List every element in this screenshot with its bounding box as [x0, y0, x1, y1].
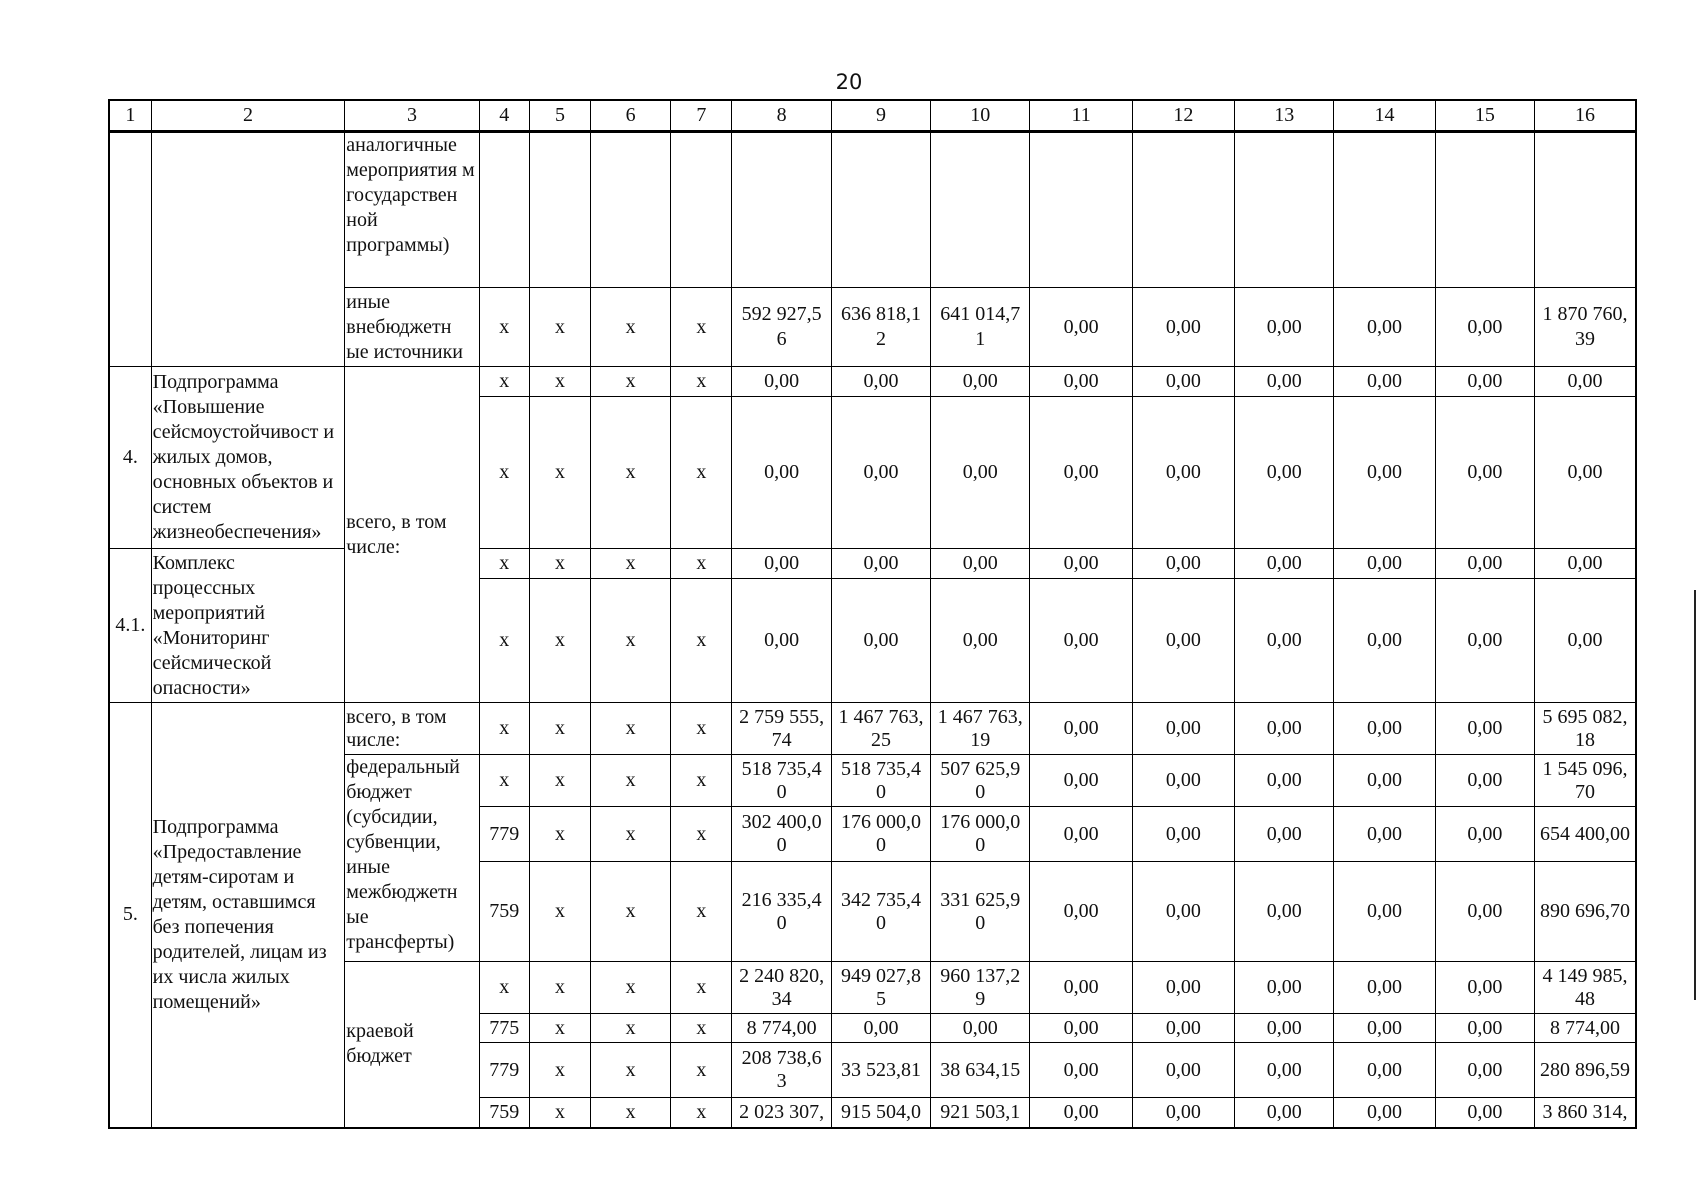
cell-kbk: 779: [479, 1043, 529, 1098]
cell-value: 0,00: [931, 1014, 1030, 1043]
cell-value: 0,00: [732, 579, 831, 703]
subprogram-name: Комплекс процессных мероприятий «Мониторинг сейсмической опасности»: [151, 549, 345, 703]
cell-value: 0,00: [831, 397, 930, 549]
cell-x: х: [671, 962, 732, 1014]
cell-value: 592 927,5 6: [732, 288, 831, 367]
cell-value: 0,00: [1132, 288, 1234, 367]
cell-value: 0,00: [1334, 755, 1435, 807]
col-header: 8: [732, 100, 831, 132]
cell-value: 0,00: [1235, 367, 1334, 397]
cell-value: 0,00: [1235, 807, 1334, 862]
cell-value: 8 774,00: [1535, 1014, 1636, 1043]
cell-value: 0,00: [1030, 288, 1132, 367]
cell-value: 0,00: [1030, 579, 1132, 703]
cell-empty: [151, 132, 345, 367]
cell-x: х: [591, 703, 671, 755]
cell-value: 518 735,4 0: [831, 755, 930, 807]
cell-empty: [591, 132, 671, 288]
cell-value: 0,00: [1030, 755, 1132, 807]
cell-x: х: [479, 703, 529, 755]
cell-x: х: [671, 549, 732, 579]
cell-x: х: [671, 703, 732, 755]
table-row: [109, 703, 1636, 755]
cell-value: 0,00: [1235, 703, 1334, 755]
col-header: 3: [345, 100, 479, 132]
cell-empty: [1535, 132, 1636, 288]
cell-value: 921 503,1: [931, 1098, 1030, 1128]
cell-x: х: [529, 1014, 590, 1043]
cell-value: 0,00: [1334, 549, 1435, 579]
cell-kbk: 775: [479, 1014, 529, 1043]
col-header: 9: [831, 100, 930, 132]
col-header: 6: [591, 100, 671, 132]
table-row: [109, 549, 1636, 579]
cell-x: х: [671, 1014, 732, 1043]
cell-value: 0,00: [1235, 549, 1334, 579]
col-header: 5: [529, 100, 590, 132]
cell-value: 0,00: [1132, 1098, 1234, 1128]
cell-value: 0,00: [1334, 579, 1435, 703]
cell-value: 280 896,59: [1535, 1043, 1636, 1098]
cell-value: 176 000,0 0: [931, 807, 1030, 862]
cell-value: 0,00: [1334, 703, 1435, 755]
cell-x: х: [529, 367, 590, 397]
table-row: [109, 132, 1636, 288]
cell-value: 0,00: [1235, 862, 1334, 962]
cell-empty: [1235, 132, 1334, 288]
cell-x: х: [591, 1014, 671, 1043]
cell-value: 0,00: [1030, 397, 1132, 549]
cell-value: 0,00: [1334, 367, 1435, 397]
cell-value: 0,00: [1535, 367, 1636, 397]
row-number: 5.: [109, 703, 151, 1128]
cell-x: х: [591, 862, 671, 962]
cell-value: 0,00: [931, 367, 1030, 397]
cell-x: х: [529, 549, 590, 579]
cell-value: 0,00: [831, 367, 930, 397]
cell-x: х: [529, 579, 590, 703]
cell-value: 0,00: [1435, 703, 1534, 755]
cell-x: х: [591, 579, 671, 703]
cell-x: х: [671, 862, 732, 962]
table-row: [109, 367, 1636, 397]
source-label: всего, в том числе:: [345, 703, 479, 755]
cell-value: 0,00: [1235, 288, 1334, 367]
cell-value: 0,00: [1334, 288, 1435, 367]
col-header: 7: [671, 100, 732, 132]
cell-empty: [1030, 132, 1132, 288]
cell-x: х: [529, 755, 590, 807]
cell-value: 1 545 096, 70: [1535, 755, 1636, 807]
cell-x: х: [671, 755, 732, 807]
cell-value: 0,00: [1435, 549, 1534, 579]
cell-empty: [479, 132, 529, 288]
cell-value: 0,00: [1435, 1098, 1534, 1128]
cell-value: 0,00: [732, 397, 831, 549]
cell-x: х: [529, 288, 590, 367]
cell-value: 0,00: [1132, 862, 1234, 962]
cell-x: х: [591, 549, 671, 579]
cell-value: 0,00: [1235, 579, 1334, 703]
cell-value: 1 467 763, 25: [831, 703, 930, 755]
cell-x: х: [529, 962, 590, 1014]
cell-x: х: [671, 1043, 732, 1098]
cell-x: х: [529, 807, 590, 862]
cell-value: 0,00: [931, 549, 1030, 579]
cell-value: 0,00: [1334, 397, 1435, 549]
cell-value: 641 014,7 1: [931, 288, 1030, 367]
cell-value: 0,00: [1435, 862, 1534, 962]
cell-value: 0,00: [1132, 549, 1234, 579]
cell-x: х: [479, 962, 529, 1014]
cell-x: х: [591, 397, 671, 549]
cell-value: 1 467 763, 19: [931, 703, 1030, 755]
cell-value: 0,00: [1535, 579, 1636, 703]
cell-kbk: 779: [479, 807, 529, 862]
cell-x: х: [591, 1098, 671, 1128]
cell-x: х: [591, 367, 671, 397]
cell-value: 33 523,81: [831, 1043, 930, 1098]
col-header: 4: [479, 100, 529, 132]
cell-value: 0,00: [1235, 397, 1334, 549]
cell-empty: [1334, 132, 1435, 288]
col-header: 10: [931, 100, 1030, 132]
cell-value: 0,00: [1030, 962, 1132, 1014]
cell-x: х: [479, 549, 529, 579]
cell-value: 0,00: [1132, 367, 1234, 397]
cell-value: 2 759 555, 74: [732, 703, 831, 755]
cell-value: 890 696,70: [1535, 862, 1636, 962]
cell-value: 0,00: [1030, 367, 1132, 397]
cell-value: 0,00: [1435, 1014, 1534, 1043]
cell-value: 0,00: [1030, 1014, 1132, 1043]
cell-value: 0,00: [1334, 1098, 1435, 1128]
cell-x: х: [479, 755, 529, 807]
col-header: 12: [1132, 100, 1234, 132]
cell-value: 518 735,4 0: [732, 755, 831, 807]
cell-value: 0,00: [1132, 703, 1234, 755]
page-number: 20: [835, 70, 863, 94]
cell-x: х: [591, 962, 671, 1014]
source-label: федеральный бюджет (субсидии, субвенции, иные межбюджетн ые трансферты): [345, 755, 479, 962]
cell-value: 949 027,8 5: [831, 962, 930, 1014]
cell-value: 4 149 985, 48: [1535, 962, 1636, 1014]
cell-x: х: [591, 1043, 671, 1098]
cell-value: 1 870 760, 39: [1535, 288, 1636, 367]
col-header: 2: [151, 100, 345, 132]
cell-value: 0,00: [1435, 962, 1534, 1014]
subprogram-name: Подпрограмма «Повышение сейсмоустойчивост и жилых домов, основных объектов и систем жизнеобеспечения»: [151, 367, 345, 549]
cell-value: 2 023 307,: [732, 1098, 831, 1128]
cell-x: х: [671, 579, 732, 703]
cell-x: х: [479, 288, 529, 367]
cell-value: 0,00: [831, 549, 930, 579]
cell-kbk: 759: [479, 1098, 529, 1128]
cell-x: х: [671, 807, 732, 862]
cell-value: 0,00: [1235, 1043, 1334, 1098]
cell-x: х: [529, 1043, 590, 1098]
cell-value: 636 818,1 2: [831, 288, 930, 367]
cell-value: 0,00: [831, 579, 930, 703]
cell-value: 0,00: [931, 579, 1030, 703]
cell-value: 0,00: [1235, 755, 1334, 807]
cell-value: 960 137,2 9: [931, 962, 1030, 1014]
cell-x: х: [591, 755, 671, 807]
cell-x: х: [479, 397, 529, 549]
cell-value: 0,00: [1235, 1014, 1334, 1043]
cell-value: 8 774,00: [732, 1014, 831, 1043]
cell-empty: [671, 132, 732, 288]
cell-value: 0,00: [1132, 1043, 1234, 1098]
header-row: [109, 100, 1636, 132]
col-header: 11: [1030, 100, 1132, 132]
cell-value: 0,00: [1435, 397, 1534, 549]
cell-value: 915 504,0: [831, 1098, 930, 1128]
cell-value: 0,00: [1030, 1043, 1132, 1098]
cell-x: х: [479, 579, 529, 703]
cell-empty: [109, 132, 151, 367]
cell-empty: [1435, 132, 1534, 288]
cell-value: 0,00: [1535, 397, 1636, 549]
cell-value: 0,00: [1535, 549, 1636, 579]
budget-table: [108, 99, 1637, 1129]
cell-value: 0,00: [1132, 1014, 1234, 1043]
cell-value: 0,00: [1030, 1098, 1132, 1128]
source-label: иные внебюджетн ые источники: [345, 288, 479, 367]
col-header: 15: [1435, 100, 1534, 132]
cell-value: 0,00: [1235, 962, 1334, 1014]
cell-value: 3 860 314,: [1535, 1098, 1636, 1128]
cell-value: 216 335,4 0: [732, 862, 831, 962]
source-label: всего, в том числе:: [345, 367, 479, 703]
cell-value: 0,00: [1030, 807, 1132, 862]
cell-value: 0,00: [1435, 288, 1534, 367]
cell-x: х: [671, 367, 732, 397]
cell-value: 176 000,0 0: [831, 807, 930, 862]
cell-value: 2 240 820, 34: [732, 962, 831, 1014]
cell-value: 0,00: [831, 1014, 930, 1043]
cell-value: 0,00: [1435, 367, 1534, 397]
cell-value: 0,00: [1132, 397, 1234, 549]
cell-x: х: [529, 703, 590, 755]
cell-x: х: [529, 862, 590, 962]
cell-x: х: [591, 807, 671, 862]
cell-x: х: [479, 367, 529, 397]
cell-value: 0,00: [1235, 1098, 1334, 1128]
cell-empty: [732, 132, 831, 288]
cell-value: 331 625,9 0: [931, 862, 1030, 962]
cell-x: х: [591, 288, 671, 367]
cell-value: 0,00: [1435, 1043, 1534, 1098]
cell-empty: [931, 132, 1030, 288]
col-header: 14: [1334, 100, 1435, 132]
cell-x: х: [529, 397, 590, 549]
cell-x: х: [529, 1098, 590, 1128]
col-header: 13: [1235, 100, 1334, 132]
cell-x: х: [671, 397, 732, 549]
col-header: 16: [1535, 100, 1636, 132]
cell-x: х: [671, 1098, 732, 1128]
cell-value: 208 738,6 3: [732, 1043, 831, 1098]
cell-value: 0,00: [1030, 703, 1132, 755]
cell-x: х: [671, 288, 732, 367]
source-label: аналогичные мероприятия м государствен ной программы): [345, 132, 479, 288]
cell-value: 0,00: [732, 367, 831, 397]
row-number: 4.: [109, 367, 151, 549]
cell-value: 0,00: [1132, 579, 1234, 703]
cell-value: 0,00: [1030, 862, 1132, 962]
cell-value: 0,00: [1334, 962, 1435, 1014]
cell-empty: [529, 132, 590, 288]
source-label: краевой бюджет: [345, 962, 479, 1128]
cell-empty: [1132, 132, 1234, 288]
cell-value: 0,00: [931, 397, 1030, 549]
cell-value: 0,00: [1334, 1014, 1435, 1043]
scan-edge-line: [1694, 590, 1696, 1000]
cell-value: 507 625,9 0: [931, 755, 1030, 807]
cell-value: 0,00: [1435, 755, 1534, 807]
cell-value: 0,00: [1334, 862, 1435, 962]
cell-value: 38 634,15: [931, 1043, 1030, 1098]
cell-value: 0,00: [732, 549, 831, 579]
cell-value: 0,00: [1132, 962, 1234, 1014]
cell-value: 342 735,4 0: [831, 862, 930, 962]
subprogram-name: Подпрограмма «Предоставление детям-сиротам и детям, оставшимся без попечения родителей, лицам из их числа жилых помещений»: [151, 703, 345, 1128]
cell-value: 5 695 082, 18: [1535, 703, 1636, 755]
cell-value: 0,00: [1030, 549, 1132, 579]
cell-value: 302 400,0 0: [732, 807, 831, 862]
cell-value: 654 400,00: [1535, 807, 1636, 862]
cell-value: 0,00: [1435, 579, 1534, 703]
cell-value: 0,00: [1334, 807, 1435, 862]
cell-empty: [831, 132, 930, 288]
cell-kbk: 759: [479, 862, 529, 962]
row-number: 4.1.: [109, 549, 151, 703]
cell-value: 0,00: [1334, 1043, 1435, 1098]
cell-value: 0,00: [1435, 807, 1534, 862]
cell-value: 0,00: [1132, 807, 1234, 862]
cell-value: 0,00: [1132, 755, 1234, 807]
col-header: 1: [109, 100, 151, 132]
